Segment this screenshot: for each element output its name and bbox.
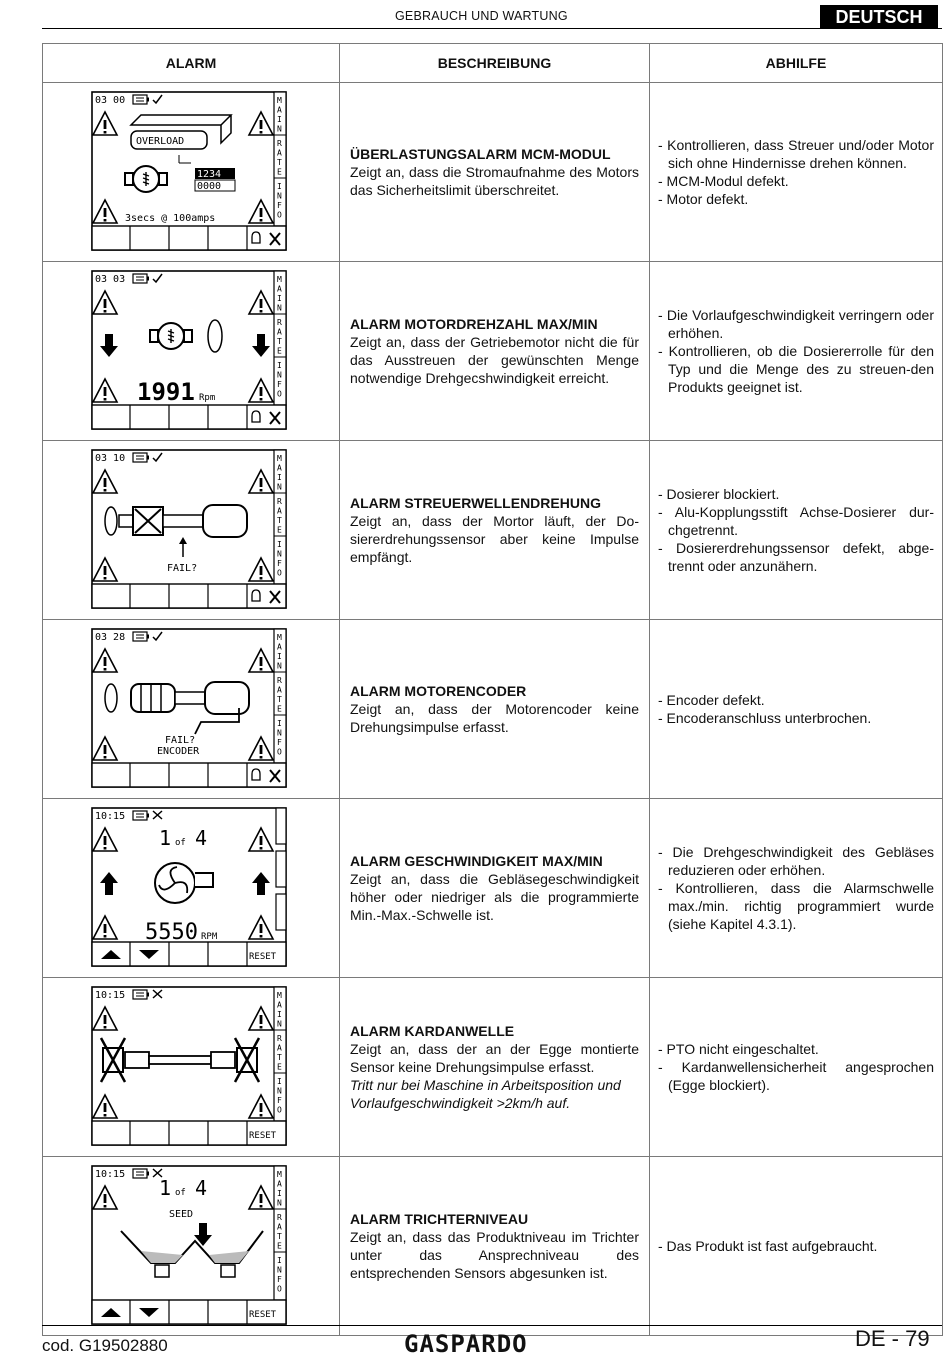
sidebar-tab-letter: F xyxy=(277,559,282,568)
fix-cell xyxy=(650,799,943,978)
sidebar-tab-letter: I xyxy=(277,361,282,370)
fix-cell xyxy=(650,262,943,441)
sidebar-tab-letter: N xyxy=(277,1086,282,1096)
table-row xyxy=(43,83,943,262)
sidebar-tab-letter: O xyxy=(277,1105,282,1115)
alarm-screen-cell xyxy=(43,83,340,262)
fix-item: - Encoder defekt. xyxy=(658,692,765,708)
sidebar-tab-letter: F xyxy=(277,1096,282,1105)
sidebar-tab-letter: O xyxy=(277,210,282,220)
fix-cell xyxy=(650,1157,943,1336)
alarm-time: 10:15 xyxy=(95,1169,126,1180)
sidebar-tab-letter: A xyxy=(277,105,282,115)
alarm-count: 1 xyxy=(159,826,172,850)
sidebar-tab-letter: N xyxy=(277,1019,282,1029)
sidebar-tab-letter: A xyxy=(277,1000,282,1010)
digits-bottom: 0000 xyxy=(197,181,222,192)
alarm-screen-cell xyxy=(43,1157,340,1336)
reset-button-label: RESET xyxy=(249,1131,277,1141)
sidebar-tab-letter: T xyxy=(277,516,282,525)
reset-button-label: RESET xyxy=(249,1310,277,1320)
sidebar-tab-letter: T xyxy=(277,158,282,167)
fix-item: - Motor defekt. xyxy=(658,191,749,207)
alarm-title: ALARM STREUERWELLENDREHUNG xyxy=(350,495,601,511)
alarm-count: 1 xyxy=(159,1176,172,1200)
alarm-screen-cell xyxy=(43,978,340,1157)
table-row xyxy=(43,978,943,1157)
sidebar-tab-letter: A xyxy=(277,148,282,158)
sidebar-tab-letter: M xyxy=(277,633,282,642)
fix-cell xyxy=(650,620,943,799)
sidebar-tab-letter: I xyxy=(277,652,282,661)
fix-item: - Die Vorlaufgeschwindigkeit verringern oder erhöhen. xyxy=(658,307,934,341)
sidebar-tab-letter: A xyxy=(277,685,282,695)
sidebar-tab-letter: A xyxy=(277,327,282,337)
fix-item: - Kontrollieren, ob die Dosiererrolle für den Typ und die Menge des zu streuen-den Produkts geeignet ist. xyxy=(658,343,934,395)
fix-item: - Die Drehgeschwindigkeit des Gebläses reduzieren oder erhöhen. xyxy=(658,844,934,878)
table-row xyxy=(43,799,943,978)
hopper-level-alarm-screen xyxy=(91,1165,291,1327)
desc-cell xyxy=(340,441,650,620)
sidebar-tab-letter: E xyxy=(277,1241,282,1251)
alarm-title: ALARM MOTORDREHZAHL MAX/MIN xyxy=(350,316,598,332)
alarm-note: Tritt nur bei Maschine in Arbeitsposition und Vorlaufgeschwindigkeit >2km/h auf. xyxy=(350,1077,621,1111)
fix-item: - Kontrollieren, dass Streuer und/oder Motor sich ohne Hindernisse drehen können. xyxy=(658,137,934,171)
alarm-of: of xyxy=(175,1188,186,1198)
fix-cell xyxy=(650,441,943,620)
sidebar-tab-letter: R xyxy=(277,497,282,506)
col-alarm-header: ALARM xyxy=(43,44,340,83)
overload-footer: 3secs @ 100amps xyxy=(125,213,216,224)
seed-label: SEED xyxy=(169,1209,194,1220)
sidebar-tab-letter: M xyxy=(277,991,282,1000)
alarm-title: ÜBERLASTUNGSALARM MCM-MODUL xyxy=(350,146,611,162)
fix-item: - Kardanwellensicherheit angesprochen (Egge blockiert). xyxy=(658,1059,934,1093)
sidebar-tab-letter: M xyxy=(277,96,282,105)
sidebar-tab-letter: I xyxy=(277,1077,282,1086)
sidebar-tab-letter: T xyxy=(277,695,282,704)
sidebar-tab-letter: O xyxy=(277,389,282,399)
sidebar-tab-letter: E xyxy=(277,346,282,356)
document-code: cod. G19502880 xyxy=(42,1336,168,1355)
sidebar-tab-letter: I xyxy=(277,1010,282,1019)
sidebar-tab-letter: E xyxy=(277,704,282,714)
col-desc-header: BESCHREIBUNG xyxy=(340,44,650,83)
table-row xyxy=(43,1157,943,1336)
fix-item: - Alu-Kopplungsstift Achse-Dosierer dur-chgetrennt. xyxy=(658,504,934,538)
desc-cell xyxy=(340,83,650,262)
sidebar-tab-letter: O xyxy=(277,747,282,757)
fix-item: - Encoderanschluss unterbrochen. xyxy=(658,710,872,726)
sidebar-tab-letter: A xyxy=(277,1222,282,1232)
sidebar-tab-letter: E xyxy=(277,1062,282,1072)
overload-label: OVERLOAD xyxy=(136,136,185,147)
alarm-total: 4 xyxy=(195,826,208,850)
fix-cell xyxy=(650,83,943,262)
alarm-code: 03 28 xyxy=(95,632,126,643)
alarm-description: Zeigt an, dass der an der Egge montierte Sensor keine Drehungsimpulse erfasst. xyxy=(350,1041,639,1075)
sidebar-tab-letter: M xyxy=(277,275,282,284)
rpm-unit: Rpm xyxy=(199,393,216,403)
alarm-title: ALARM KARDANWELLE xyxy=(350,1023,515,1039)
desc-cell xyxy=(340,620,650,799)
sidebar-tab-letter: A xyxy=(277,506,282,516)
fix-item: - Kontrollieren, dass die Alarmschwelle max./min. richtig programmiert wurde (siehe Kapitel 4.3.1). xyxy=(658,880,934,932)
alarm-title: ALARM TRICHTERNIVEAU xyxy=(350,1211,529,1227)
alarm-time: 10:15 xyxy=(95,990,126,1001)
sidebar-tab-letter: F xyxy=(277,738,282,747)
brand-logo: GASPARDO xyxy=(404,1330,528,1358)
col-fix-header: ABHILFE xyxy=(650,44,943,83)
motor-speed-alarm-screen xyxy=(91,270,291,432)
rpm-value: 1991 xyxy=(137,378,195,406)
sidebar-tab-letter: I xyxy=(277,115,282,124)
sidebar-tab-letter: N xyxy=(277,1265,282,1275)
fix-cell xyxy=(650,978,943,1157)
alarm-screen-cell xyxy=(43,620,340,799)
sidebar-tab-letter: N xyxy=(277,661,282,671)
rpm-unit: RPM xyxy=(201,932,218,942)
fix-item: - PTO nicht eingeschaltet. xyxy=(658,1041,819,1057)
table-header-row xyxy=(43,44,943,83)
rpm-value: 5550 xyxy=(145,920,198,945)
sidebar-tab-letter: N xyxy=(277,191,282,201)
pto-shaft-alarm-screen xyxy=(91,986,291,1148)
alarm-code: 03 10 xyxy=(95,453,126,464)
language-badge: DEUTSCH xyxy=(820,5,938,29)
fix-item: - Dosierer blockiert. xyxy=(658,486,780,502)
alarm-description: Zeigt an, dass das Produktniveau im Trichter unter das Ansprechniveau des entsprechenden Sensors abgesunken ist. xyxy=(350,1229,639,1281)
sidebar-tab-letter: I xyxy=(277,540,282,549)
sidebar-tab-letter: R xyxy=(277,676,282,685)
sidebar-tab-letter: A xyxy=(277,642,282,652)
sidebar-tab-letter: A xyxy=(277,1043,282,1053)
sidebar-tab-letter: R xyxy=(277,1034,282,1043)
fail-label: FAIL? xyxy=(167,563,198,574)
sidebar-tab-letter: E xyxy=(277,525,282,535)
alarm-title: ALARM GESCHWINDIGKEIT MAX/MIN xyxy=(350,853,603,869)
header-title: GEBRAUCH UND WARTUNG xyxy=(395,9,568,23)
sidebar-tab-letter: T xyxy=(277,1232,282,1241)
sidebar-tab-letter: A xyxy=(277,284,282,294)
shaft-rotation-alarm-screen xyxy=(91,449,291,611)
alarm-description: Zeigt an, dass die Gebläsegeschwindigkeit höher oder niedriger als die programmierte Min.-Max.-Schwelle ist. xyxy=(350,871,639,923)
sidebar-tab-letter: N xyxy=(277,482,282,492)
footer-rule xyxy=(42,1325,942,1326)
sidebar-tab-letter: I xyxy=(277,182,282,191)
desc-cell xyxy=(340,799,650,978)
table-row xyxy=(43,620,943,799)
alarm-description: Zeigt an, dass der Mortor läuft, der Do-siererdrehungssensor aber keine Impulse empfängt. xyxy=(350,513,639,565)
sidebar-tab-letter: N xyxy=(277,1198,282,1208)
header-rule xyxy=(42,28,942,29)
alarm-code: 03 00 xyxy=(95,95,126,106)
sidebar-tab-letter: I xyxy=(277,719,282,728)
sidebar-tab-letter: E xyxy=(277,167,282,177)
sidebar-tab-letter: F xyxy=(277,201,282,210)
sidebar-tab-letter: I xyxy=(277,473,282,482)
alarm-screen-cell xyxy=(43,441,340,620)
sidebar-tab-letter: A xyxy=(277,463,282,473)
sidebar-tab-letter: N xyxy=(277,549,282,559)
desc-cell xyxy=(340,1157,650,1336)
sidebar-tab-letter: I xyxy=(277,1256,282,1265)
overload-alarm-screen xyxy=(91,91,291,253)
sidebar-tab-letter: M xyxy=(277,454,282,463)
sidebar-tab-letter: I xyxy=(277,294,282,303)
alarm-time: 10:15 xyxy=(95,811,126,822)
fail-label: FAIL? xyxy=(165,735,196,746)
sidebar-tab-letter: I xyxy=(277,1189,282,1198)
sidebar-tab-letter: N xyxy=(277,124,282,134)
sidebar-tab-letter: O xyxy=(277,1284,282,1294)
sidebar-tab-letter: N xyxy=(277,303,282,313)
fix-item: - Dosiererdrehungssensor defekt, abge-trennt oder anzunähern. xyxy=(658,540,934,574)
alarm-table xyxy=(42,43,943,1336)
alarm-total: 4 xyxy=(195,1176,208,1200)
fan-speed-alarm-screen xyxy=(91,807,291,969)
reset-button-label: RESET xyxy=(249,952,277,962)
sidebar-tab-letter: F xyxy=(277,1275,282,1284)
sidebar-tab-letter: F xyxy=(277,380,282,389)
sidebar-tab-letter: M xyxy=(277,1170,282,1179)
sidebar-tab-letter: T xyxy=(277,337,282,346)
fix-item: - MCM-Modul defekt. xyxy=(658,173,789,189)
sidebar-tab-letter: R xyxy=(277,1213,282,1222)
alarm-description: Zeigt an, dass der Getriebemotor nicht die für das Ausstreuen der gewünschten Menge notwendige Drehgecshwindigkeit erreicht. xyxy=(350,334,639,386)
sidebar-tab-letter: N xyxy=(277,728,282,738)
desc-cell xyxy=(340,262,650,441)
sidebar-tab-letter: T xyxy=(277,1053,282,1062)
alarm-title: ALARM MOTORENCODER xyxy=(350,683,527,699)
alarm-screen-cell xyxy=(43,799,340,978)
fix-item: - Das Produkt ist fast aufgebraucht. xyxy=(658,1238,878,1254)
encoder-alarm-screen xyxy=(91,628,291,790)
table-row xyxy=(43,262,943,441)
alarm-description: Zeigt an, dass der Motorencoder keine Drehungsimpulse erfasst. xyxy=(350,701,639,735)
alarm-of: of xyxy=(175,838,186,848)
sidebar-tab-letter: O xyxy=(277,568,282,578)
alarm-description: Zeigt an, dass die Stromaufnahme des Motors das Sicherheitslimit überschreitet. xyxy=(350,164,639,198)
desc-cell xyxy=(340,978,650,1157)
alarm-screen-cell xyxy=(43,262,340,441)
sidebar-tab-letter: A xyxy=(277,1179,282,1189)
sidebar-tab-letter: N xyxy=(277,370,282,380)
sidebar-tab-letter: R xyxy=(277,318,282,327)
table-row xyxy=(43,441,943,620)
page-number: DE - 79 xyxy=(855,1326,930,1351)
encoder-label: ENCODER xyxy=(157,746,200,757)
digits-top: 1234 xyxy=(197,169,222,180)
alarm-code: 03 03 xyxy=(95,274,126,285)
sidebar-tab-letter: R xyxy=(277,139,282,148)
